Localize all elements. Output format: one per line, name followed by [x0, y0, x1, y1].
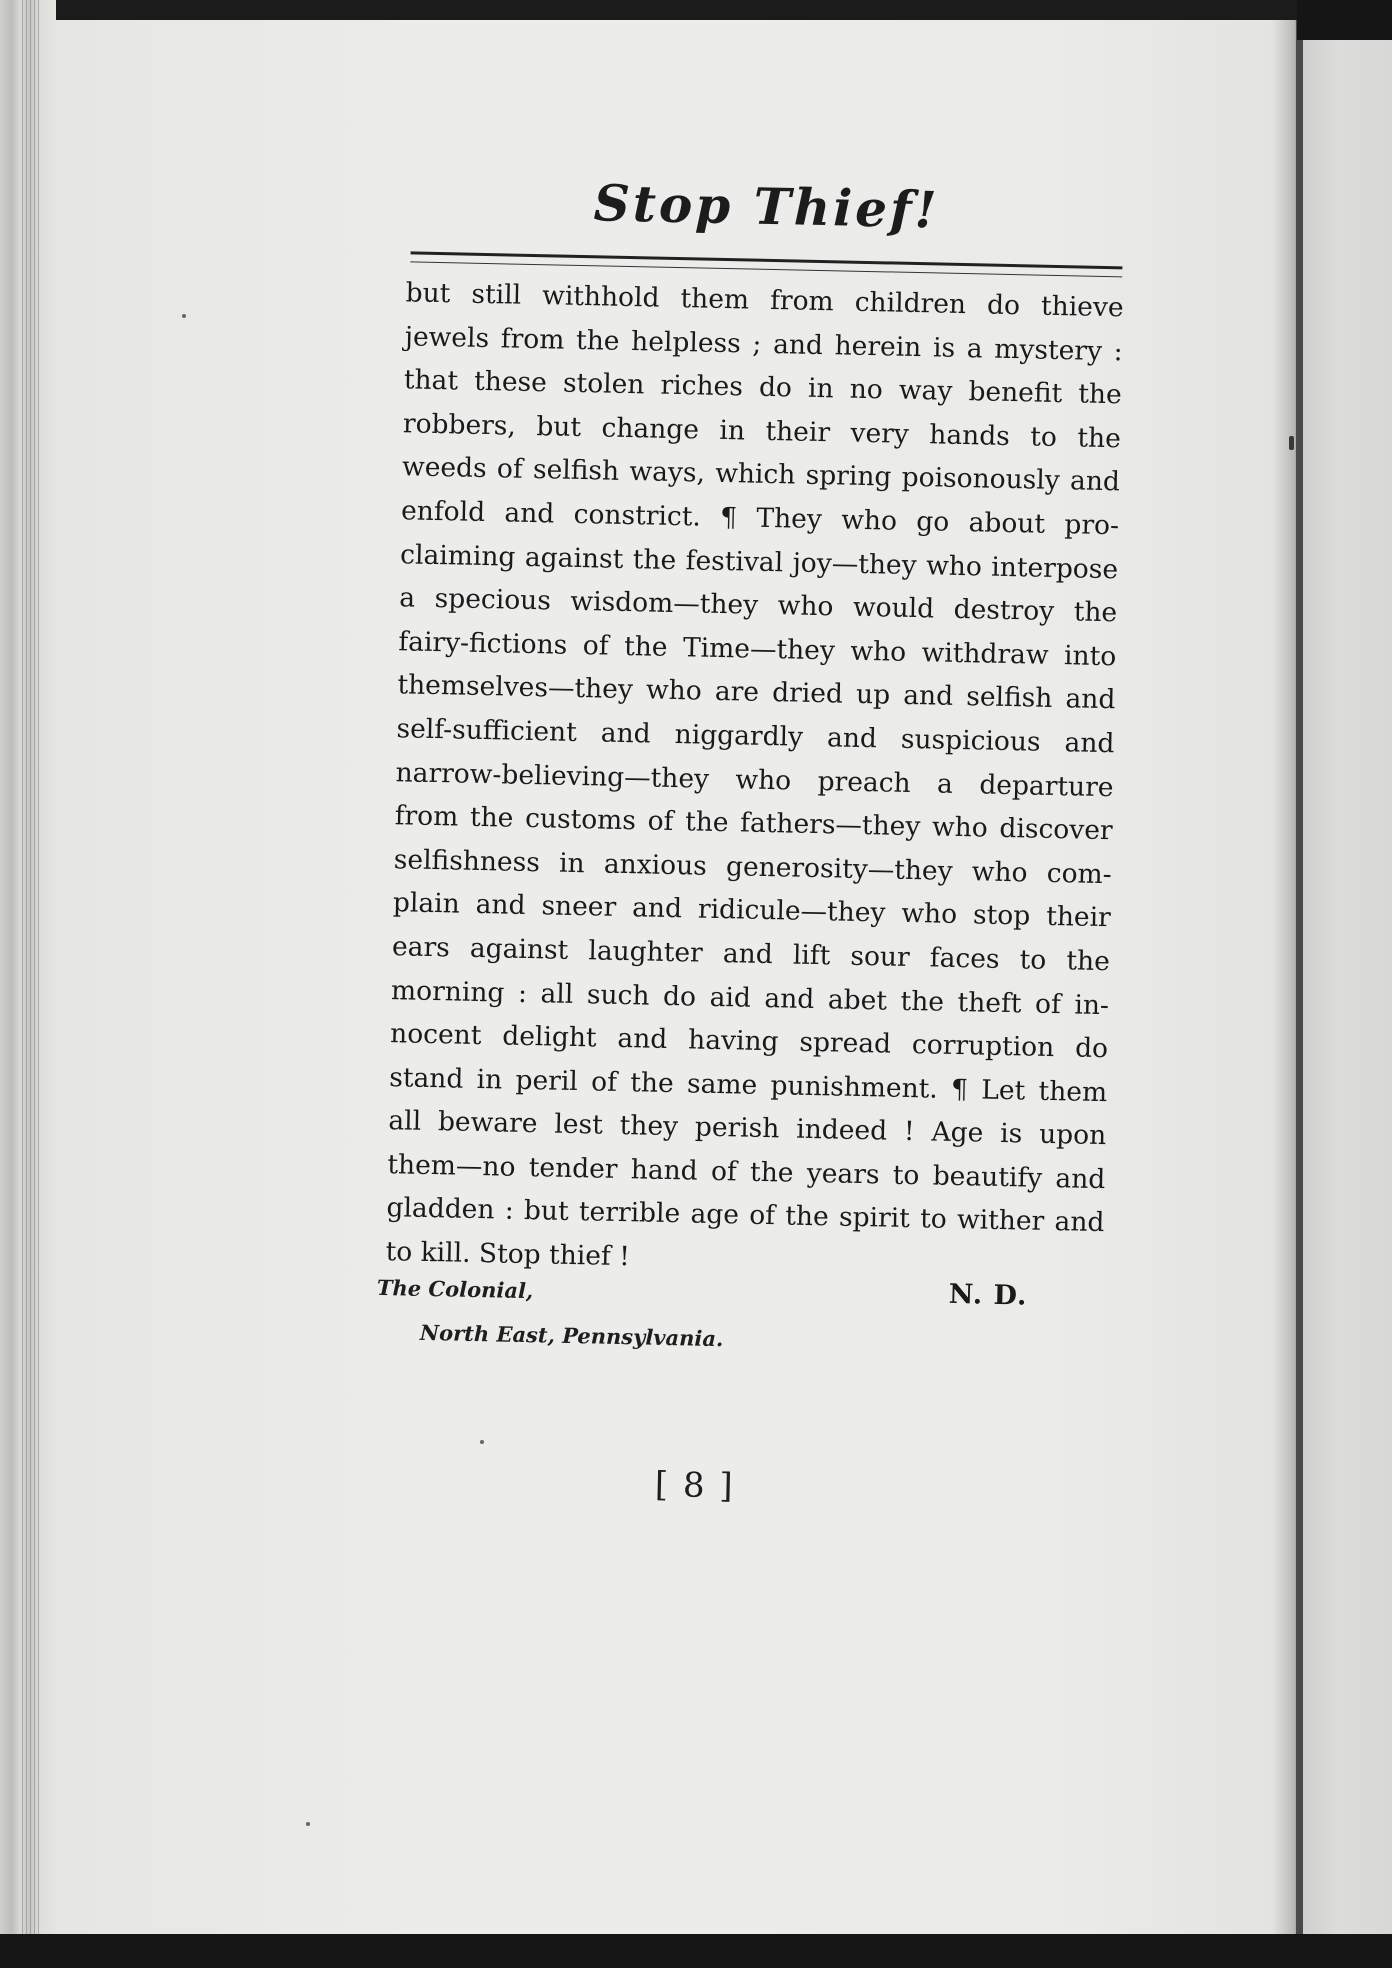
body-line: jewels from the helpless ; and herein is a mystery :	[404, 320, 1123, 367]
body-line: selfishness in anxious generosity—they who com-	[393, 843, 1113, 890]
body-line: plain and sneer and ridicule—they who stop their	[392, 887, 1112, 934]
body-line: all beware lest they perish indeed ! Age is upon	[388, 1105, 1107, 1152]
body-line: robbers, but change in their very hands to the	[402, 408, 1122, 455]
title-rule-thick	[411, 251, 1123, 269]
body-line: narrow-believing—they who preach a departure	[395, 756, 1114, 803]
body-line: fairy-fictions of the Time—they who withdraw into	[398, 625, 1117, 673]
body-line: morning : all such do aid and abet the theft of in-	[390, 974, 1110, 1021]
body-line: from the customs of the fathers—they who discover	[394, 800, 1113, 847]
body-line: that these stolen riches do in no way benefit the	[403, 364, 1123, 411]
body-line: stand in peril of the same punishment. ¶ Let them	[388, 1061, 1108, 1108]
body-line: themselves—they who are dried up and selfish and	[397, 669, 1116, 716]
page-title: Stop Thief!	[593, 173, 941, 240]
body-paragraph	[385, 271, 1124, 1288]
body-line: enfold and constrict. ¶ They who go about pro-	[400, 495, 1120, 542]
body-line: them—no tender hand of the years to beautify and	[387, 1149, 1106, 1196]
body-line: gladden : but terrible age of the spirit to wither and	[386, 1192, 1105, 1239]
body-line: weeds of selfish ways, which spring poisonously and	[401, 451, 1121, 498]
body-line: nocent delight and having spread corruption do	[389, 1018, 1109, 1065]
page-number: [ 8 ]	[654, 1464, 736, 1507]
author-signature: N. D.	[948, 1278, 1028, 1312]
location-line-1: The Colonial,	[376, 1274, 534, 1304]
body-line: claiming against the festival joy—they who interpose	[399, 538, 1119, 585]
location-line-2: North East, Pennsylvania.	[419, 1319, 724, 1352]
body-line: to kill. Stop thief !	[385, 1236, 631, 1273]
body-line: ears against laughter and lift sour faces to the	[391, 931, 1111, 978]
body-line: self-sufficient and niggardly and suspicious and	[396, 713, 1115, 760]
body-line: but still withhold them from children do thieve	[405, 277, 1124, 324]
body-line: a specious wisdom—they who would destroy the	[398, 582, 1118, 629]
